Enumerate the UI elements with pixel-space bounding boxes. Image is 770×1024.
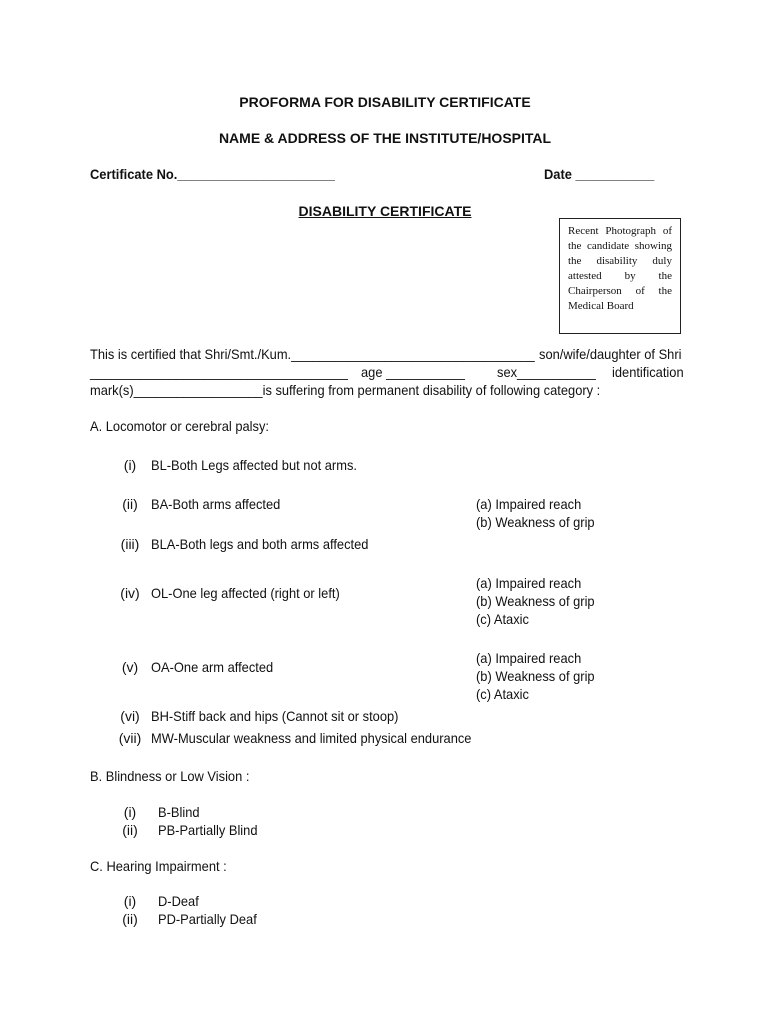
institute-heading: NAME & ADDRESS OF THE INSTITUTE/HOSPITAL — [218, 130, 552, 146]
sub-option: (b) Weakness of grip — [476, 668, 595, 684]
certify-line-2-blank: ____________________________________ — [90, 364, 348, 380]
certify-line-3: mark(s)__________________is suffering from permanent disability of following category : — [90, 382, 601, 398]
document-page: PROFORMA FOR DISABILITY CERTIFICATE NAME & ADDRESS OF THE INSTITUTE/HOSPITAL Certificate No.______________________ Date ___________ DISABILITY CERTIFICATE Recent Photograph of the candidate showing the disability duly attested by the Chairperson of the Medical Board This is certified that Shri/Smt./Kum.__________________________________ son/wife/daughter of Shri ____________________________________ age ___________ sex___________ identification mark(s)__________________is suffering from permanent disability of following category : A. Locomotor or cerebral palsy: (i) BL-Both Legs affected but not arms. (ii) BA-Both arms affected (a) Impaired reach (b) Weakness of grip (iii) BLA-Both legs and both arms affected (iv) OL-One leg affected (right or left) (a) Impaired reach (b) Weakness of grip (c) Ataxic (v) OA-One arm affected (a) Impaired reach (b) Weakness of grip (c) Ataxic (vi) BH-Stiff back and hips (Cannot sit or stoop) (vii) MW-Muscular weakness and limited physical endurance B. Blindness or Low Vision : (i) B-Blind (ii) PB-Partially Blind C. Hearing Impairment : (i) D-Deaf (ii) PD-Partially Deaf — [0, 0, 770, 1024]
identification-label: identification — [612, 364, 684, 380]
certify-line-1-relation: son/wife/daughter of Shri — [539, 346, 682, 362]
document-title: PROFORMA FOR DISABILITY CERTIFICATE — [239, 94, 531, 110]
certificate-heading: DISABILITY CERTIFICATE — [298, 203, 472, 219]
sub-option: (b) Weakness of grip — [476, 514, 595, 530]
sub-option: (c) Ataxic — [476, 686, 529, 702]
certify-line-1: This is certified that Shri/Smt./Kum.__________________________________ — [90, 346, 535, 362]
sub-option: (b) Weakness of grip — [476, 593, 595, 609]
sub-option: (a) Impaired reach — [476, 575, 582, 591]
sub-option: (a) Impaired reach — [476, 496, 582, 512]
date-field: Date ___________ — [544, 166, 655, 182]
photograph-placeholder: Recent Photograph of the candidate showing the disability duly attested by the Chairperson of the Medical Board — [559, 218, 681, 334]
age-field: age ___________ — [361, 364, 465, 380]
sex-field: sex___________ — [497, 364, 596, 380]
section-c-title: C. Hearing Impairment : — [90, 858, 227, 874]
certificate-number-field: Certificate No.______________________ — [90, 166, 335, 182]
section-b-title: B. Blindness or Low Vision : — [90, 768, 250, 784]
sub-option: (a) Impaired reach — [476, 650, 582, 666]
sub-option: (c) Ataxic — [476, 611, 529, 627]
section-a-title: A. Locomotor or cerebral palsy: — [90, 418, 269, 434]
